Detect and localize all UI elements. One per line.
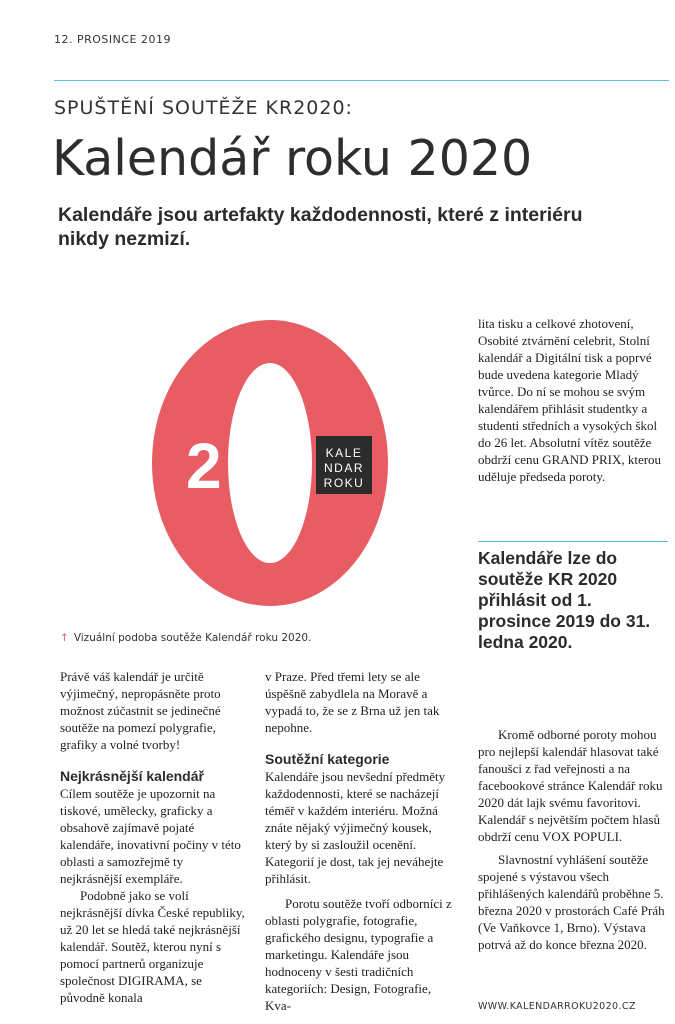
contest-logo-graphic: [150, 318, 390, 608]
arrow-up-icon: ↑: [60, 632, 69, 644]
paragraph: Kromě odborné poroty mohou pro nejlepší kalendář hlasovat také fanoušci z řad veřejnosti a na facebookové stránce Kalendář roku 2020 dát lajk svému favoritovi. Kalendář s největším počtem hlasů obdrží cenu VOX POPULI.: [478, 727, 663, 844]
paragraph: Kalendáře jsou nevšední předměty každodennosti, které se nacházejí téměř v každém interiéru. Možná znáte nějaký výjimečný kousek, který by si zasloužil ocenění. Kategorií je dost, tak jej neváhejte přihlásit.: [265, 769, 446, 886]
section-heading-nejkrasnejsi: Nejkrásnější kalendář: [60, 768, 204, 784]
paragraph: lita tisku a celkové zhotovení, Osobité ztvárnění celebrit, Stolní kalendář a Digitální tisk a poprvé bude uvedena kategorie Mladý tvůrce. Do ní se mohou se svým kalendářem přihlásit studentky a studenti středních a vysokých škol do 26 let. Absolutní vítěz soutěže obdrží cenu GRAND PRIX, kterou uděluje předseda poroty.: [478, 316, 662, 484]
column-3-top: [478, 315, 668, 485]
website-link[interactable]: WWW.KALENDARROKU2020.CZ: [478, 1001, 636, 1012]
issue-date: 12. PROSINCE 2019: [54, 33, 172, 46]
logo-label-line1: KALE: [325, 446, 363, 460]
paragraph: Porotu soutěže tvoří odborníci z oblasti polygrafie, fotografie, grafického designu, typografie a marketingu. Kalendáře jsou hodnoceny v šesti tradičních kategoriích: Design, Fotografie, Kva-: [265, 896, 452, 1013]
article-title: Kalendář roku 2020: [52, 130, 533, 187]
column-1: [60, 668, 246, 1006]
caption-text: Vizuální podoba soutěže Kalendář roku 2020.: [73, 632, 312, 644]
contest-logo: [150, 318, 390, 608]
header-divider: [54, 80, 669, 81]
article-kicker: SPUŠTĚNÍ SOUTĚŽE KR2020:: [54, 97, 353, 119]
section-heading-kategorie: Soutěžní kategorie: [265, 751, 390, 767]
pull-quote: Kalendáře lze do soutěže KR 2020 přihlásit od 1. prosince 2019 do 31. ledna 2020.: [478, 548, 651, 652]
paragraph: Slavnostní vyhlášení soutěže spojené s výstavou všech přihlášených kalendářů proběhne 5. března 2020 v prostorách Café Práh (Ve Vaňkovce 1, Brno). Výstava potrvá až do konce března 2020.: [478, 852, 665, 952]
article-lead: Kalendáře jsou artefakty každodennosti, které z interiéru nikdy nezmizí.: [58, 204, 583, 250]
column-3-bottom: [478, 726, 668, 953]
logo-label-line3: ROKU: [323, 476, 365, 490]
image-caption: [60, 632, 311, 644]
paragraph: Cílem soutěže je upozornit na tiskové, umělecky, graficky a obsahově zajímavě pojaté kalendáře, inovativní počiny v této oblasti a samozřejmě ty nejkrásnější exempláře.: [60, 786, 241, 886]
intro-paragraph: Právě váš kalendář je určitě výjimečný, nepropásněte proto možnost zúčastnit se jedinečné soutěže na pomezí polygrafie, grafiky a volné tvorby!: [60, 669, 221, 752]
paragraph: Podobně jako se volí nejkrásnější dívka České republiky, už 20 let se hledá také nejkrásnější kalendář. Soutěž, kterou nyní s pomocí partnerů organizuje společnost DIGIRAMA, se původně konala: [60, 888, 245, 1005]
logo-label-line2: NDAR: [323, 461, 365, 475]
pull-quote-divider: [478, 541, 668, 542]
logo-number: 2: [186, 430, 222, 502]
column-2: [265, 668, 460, 1014]
logo-zero-inner: [228, 363, 312, 563]
paragraph: v Praze. Před třemi lety se ale úspěšně zabydlela na Moravě a vypadá to, že se z Brna už jen tak nepohne.: [265, 669, 440, 735]
